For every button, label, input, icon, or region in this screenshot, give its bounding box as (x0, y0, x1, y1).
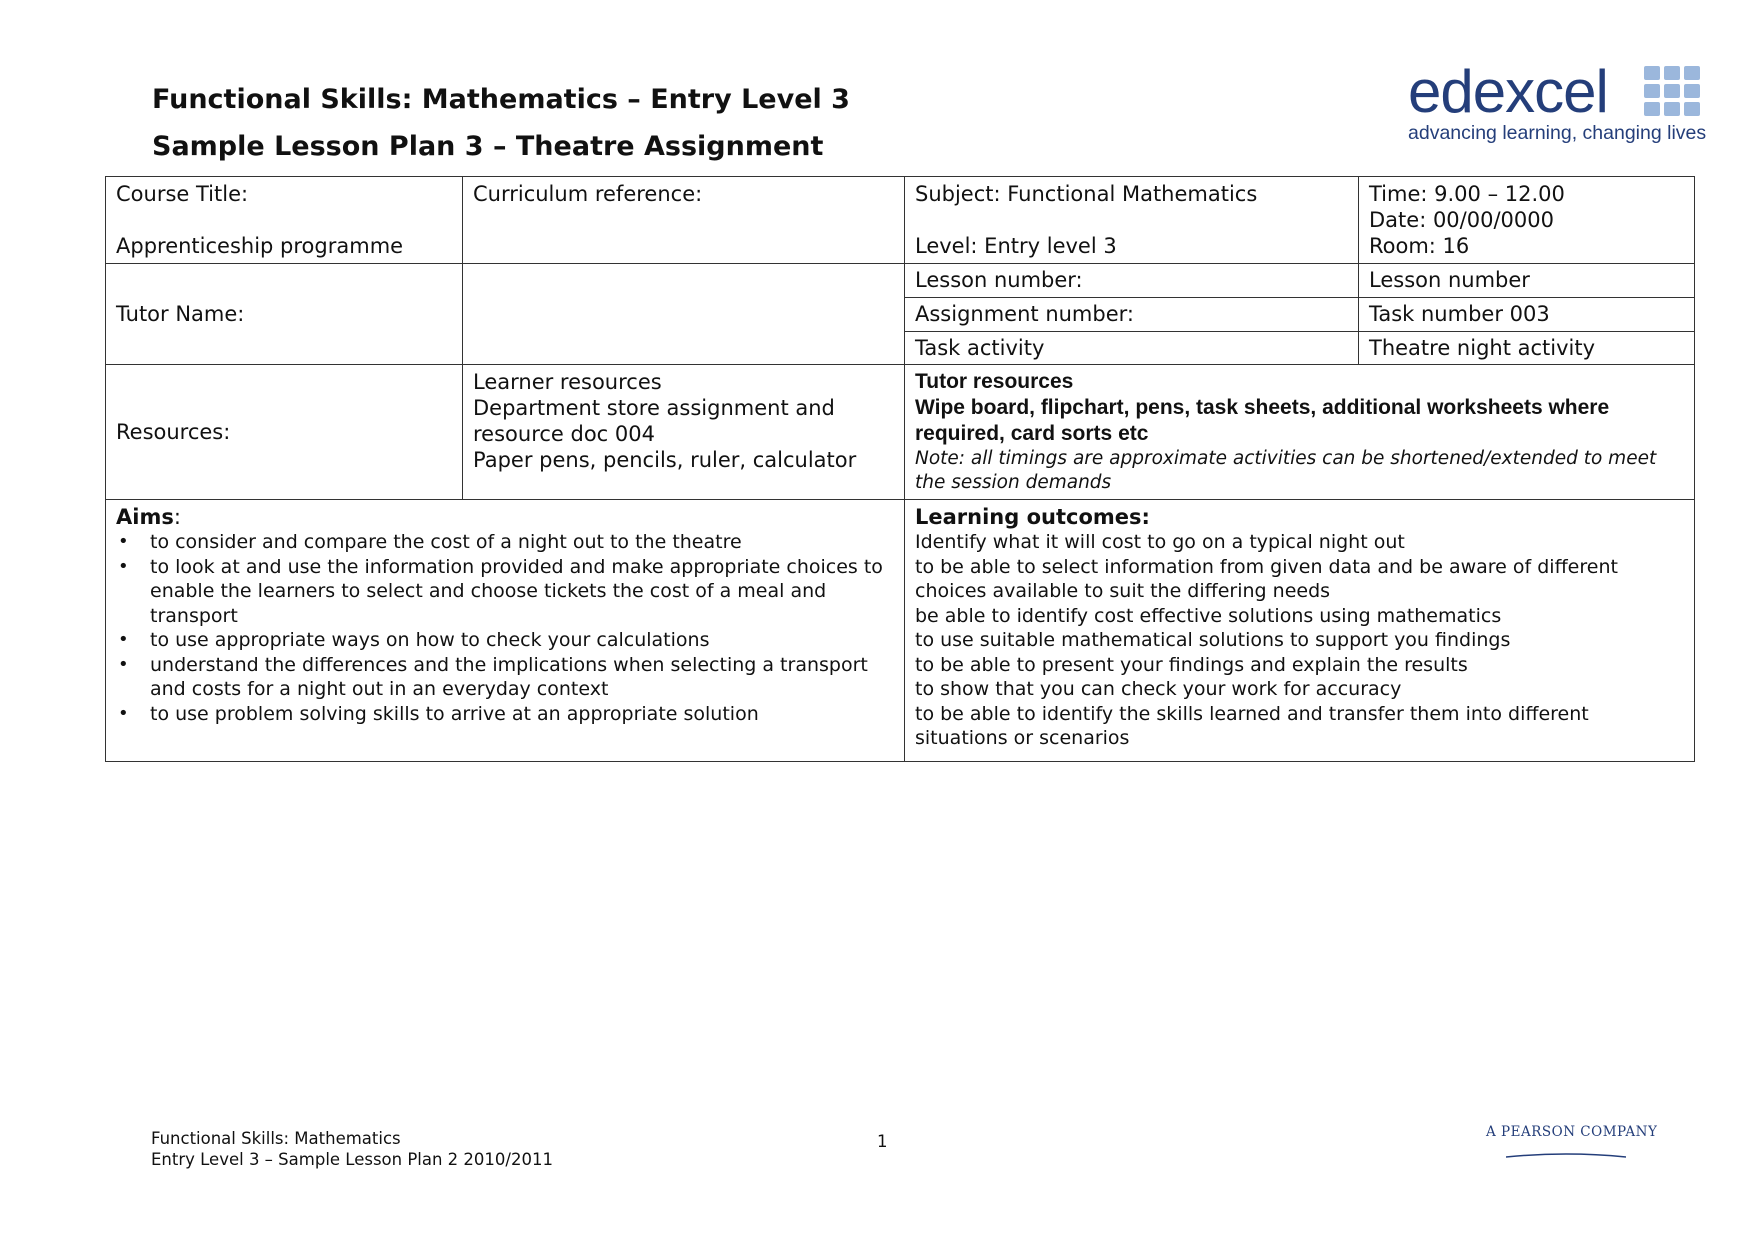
tutor-resources-heading: Tutor resources (915, 370, 1074, 393)
learning-outcomes-label: Learning outcomes: (915, 505, 1150, 529)
lesson-plan-table (105, 176, 1695, 762)
edexcel-logo (1408, 60, 1708, 150)
logo-tagline: advancing learning, changing lives (1408, 122, 1707, 144)
time-text: Time: 9.00 – 12.00 (1369, 182, 1565, 206)
course-title-label: Course Title: (116, 182, 249, 206)
aim-item: • understand the differences and the implications when selecting a transport and costs for a night out in an everyday context (116, 653, 894, 702)
outcome-item: be able to identify cost effective solutions using mathematics (915, 604, 1502, 627)
outcome-item: to be able to identify the skills learned and transfer them into different situations or scenarios (915, 702, 1589, 749)
curriculum-cell (462, 176, 905, 264)
aim-item: • to consider and compare the cost of a night out to the theatre (116, 530, 894, 555)
date-text: Date: 00/00/0000 (1369, 208, 1554, 232)
aim-item: • to use problem solving skills to arrive at an appropriate solution (116, 702, 894, 727)
page-number: 1 (877, 1132, 888, 1151)
tutor-name-label: Tutor Name: (116, 302, 245, 326)
outcome-item: to be able to present your findings and explain the results (915, 653, 1468, 676)
resources-label-cell (105, 364, 463, 500)
note-label: Note (915, 448, 959, 469)
lesson-number-label: Lesson number: (915, 268, 1083, 292)
tutor-name-value-cell (462, 263, 905, 365)
lesson-number-value-cell (1358, 263, 1695, 298)
subject-text: Subject: Functional Mathematics (915, 182, 1258, 206)
logo-wordmark: edexcel (1408, 58, 1608, 125)
outcomes-list (915, 530, 1684, 751)
footer (151, 1128, 553, 1170)
outcome-item: Identify what it will cost to go on a typical night out (915, 531, 1405, 553)
lesson-number-value: Lesson number (1369, 268, 1530, 292)
note-text: : all timings are approximate activities can be shortened/extended to meet the session demands (915, 448, 1657, 493)
footer-line-2: Entry Level 3 – Sample Lesson Plan 2 2010/2011 (151, 1150, 553, 1169)
lesson-number-label-cell (904, 263, 1359, 298)
resources-label: Resources: (116, 420, 231, 444)
aims-cell (105, 499, 905, 762)
learning-outcomes-cell (904, 499, 1695, 762)
tutor-name-cell (105, 263, 463, 365)
tutor-resources-cell (904, 364, 1695, 500)
aim-item: • to use appropriate ways on how to check your calculations (116, 628, 894, 653)
dot-grid-icon (1644, 66, 1704, 118)
outcome-item: to show that you can check your work for accuracy (915, 678, 1402, 700)
document-subtitle: Sample Lesson Plan 3 – Theatre Assignment (152, 131, 824, 162)
room-text: Room: 16 (1369, 234, 1470, 258)
learner-resources-heading: Learner resources (473, 370, 662, 394)
pearson-logo-text: A PEARSON COMPANY (1486, 1124, 1658, 1140)
aims-label: Aims (116, 505, 174, 529)
learner-resource-item: Paper pens, pencils, ruler, calculator (473, 448, 857, 472)
course-title-value: Apprenticeship programme (116, 234, 404, 258)
time-cell (1358, 176, 1695, 264)
assignment-number-value: Task number 003 (1369, 302, 1550, 326)
task-activity-value-cell (1358, 331, 1695, 365)
footer-line-1: Functional Skills: Mathematics (151, 1129, 401, 1148)
task-activity-value: Theatre night activity (1369, 336, 1596, 360)
curriculum-label: Curriculum reference: (473, 182, 703, 206)
aims-heading (116, 504, 894, 530)
subject-cell (904, 176, 1359, 264)
aims-colon: : (173, 505, 181, 529)
aims-list (116, 530, 894, 726)
pearson-swoosh-icon (1506, 1152, 1626, 1158)
course-title-cell (105, 176, 463, 264)
tutor-resources-text: Wipe board, flipchart, pens, task sheets, additional worksheets where required, card sorts etc (915, 396, 1610, 445)
aim-item: • to look at and use the information provided and make appropriate choices to enable the learners to select and choose tickets the cost of a meal and transport (116, 555, 894, 629)
timing-note (915, 447, 1684, 495)
assignment-number-label: Assignment number: (915, 302, 1134, 326)
assignment-number-label-cell (904, 297, 1359, 332)
task-activity-label: Task activity (915, 336, 1045, 360)
document-title: Functional Skills: Mathematics – Entry Level 3 (152, 84, 850, 115)
learner-resource-item: Department store assignment and resource doc 004 (473, 396, 835, 446)
level-text: Level: Entry level 3 (915, 234, 1117, 258)
outcome-item: to use suitable mathematical solutions to support you findings (915, 629, 1511, 651)
assignment-number-value-cell (1358, 297, 1695, 332)
learner-resources-cell (462, 364, 905, 500)
task-activity-label-cell (904, 331, 1359, 365)
outcome-item: to be able to select information from given data and be aware of different choices available to suit the differing needs (915, 555, 1618, 602)
